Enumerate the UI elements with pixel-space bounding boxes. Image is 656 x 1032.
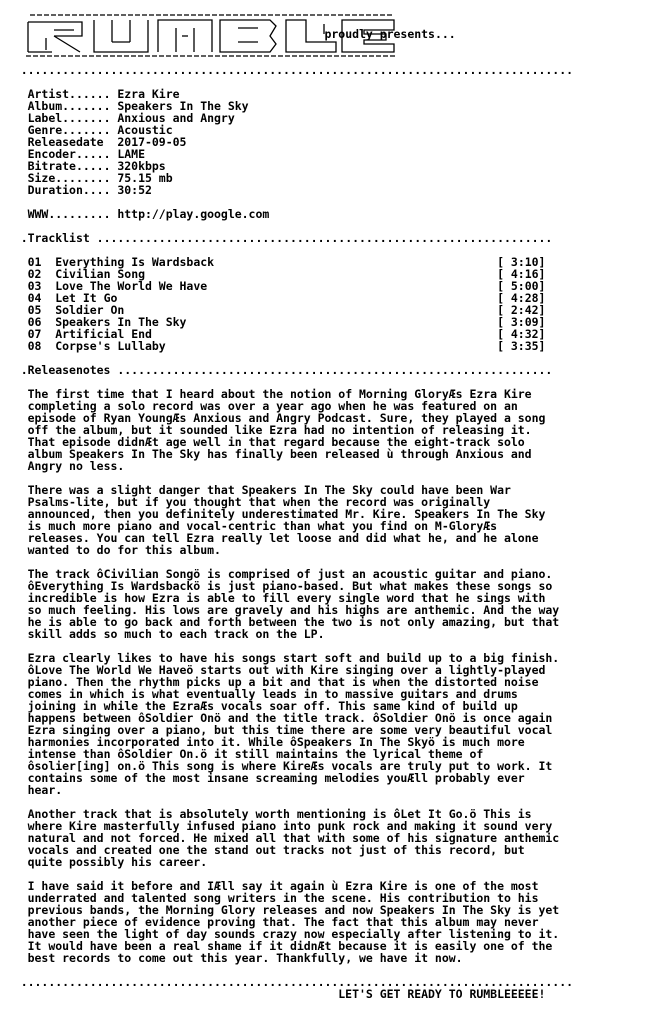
size-value: 75.15 mb xyxy=(117,171,173,185)
releasenotes-text: Angry no less. xyxy=(27,459,125,473)
duration-label: Duration.... xyxy=(27,183,111,197)
presents-text: proudly presents... xyxy=(324,27,456,41)
releasenotes-text: best records to come out this year. Thankfully, we have it now. xyxy=(27,951,463,965)
track-title: Love The World We Have xyxy=(55,279,208,293)
album-label: Album....... xyxy=(27,99,111,113)
track-number: 04 xyxy=(27,291,42,305)
releasenotes-text: Another track that is absolutely worth mentioning is ôLet It Go.ö This is xyxy=(27,807,532,821)
footer-slogan: LET'S GET READY TO RUMBLEEEEE! xyxy=(338,987,546,1001)
releasenotes-text: completing a solo record was over a year ago when he was featured on an xyxy=(27,399,518,413)
track-number: 05 xyxy=(27,303,42,317)
releasenotes-text: It would have been a real shame if it didnÆt because it is easily one of the xyxy=(27,939,553,953)
divider-top: ................................................................................ xyxy=(0,63,573,77)
releasenotes-text: harmonies incorporated into it. While ôSpeakers In The Skyö is much more xyxy=(27,735,525,749)
releasenotes-line xyxy=(0,856,573,868)
track-row xyxy=(0,340,573,352)
genre-label: Genre....... xyxy=(27,123,111,137)
releasenotes-text: piano. Then the rhythm picks up a bit and that is when the distorted noise xyxy=(27,675,539,689)
track-title: Corpse's Lullaby xyxy=(55,339,166,353)
releasenotes-text: hear. xyxy=(27,783,63,797)
releasenotes-text: natural and not forced. He mixed all that with some of his signature anthemic xyxy=(27,831,560,845)
releasenotes-text: previous bands, the Morning Glory releases and now Speakers In The Sky is yet xyxy=(27,903,560,917)
releasenotes-line xyxy=(0,628,573,640)
releasenotes-line xyxy=(0,544,573,556)
releasedate-label: Releasedate xyxy=(27,135,104,149)
releasenotes-line xyxy=(0,772,573,784)
track-time: [ 4:16] xyxy=(497,267,546,281)
releasenotes-text: The first time that I heard about the notion of Morning GloryÆs Ezra Kire xyxy=(27,387,532,401)
releasenotes-text: off the album, but it sounded like Ezra had no intention of releasing it. xyxy=(27,423,532,437)
encoder-label: Encoder..... xyxy=(27,147,111,161)
releasenotes-text: announced, then you definitely underestimated Mr. Kire. Speakers In The Sky xyxy=(27,507,546,521)
bitrate-value: 320kbps xyxy=(117,159,166,173)
releasenotes-text: The track ôCivilian Songö is comprised of just an acoustic guitar and piano. xyxy=(27,567,553,581)
track-title: Speakers In The Sky xyxy=(55,315,187,329)
artist-label: Artist...... xyxy=(27,87,111,101)
track-time: [ 4:32] xyxy=(497,327,546,341)
releasenotes-text: skill adds so much to each track on the LP. xyxy=(27,627,325,641)
track-time: [ 3:09] xyxy=(497,315,546,329)
track-time: [ 3:35] xyxy=(497,339,546,353)
releasenotes-text: wanted to do for this album. xyxy=(27,543,221,557)
track-title: Everything Is Wardsback xyxy=(55,255,215,269)
releasenotes-text: happens between ôSoldier Onö and the title track. ôSoldier Onö is once again xyxy=(27,711,553,725)
releasenotes-text: Ezra singing over a piano, but this time there are some very beautiful vocal xyxy=(27,723,553,737)
releasenotes-text: another piece of evidence proving that. The fact that this album may never xyxy=(27,915,539,929)
releasenotes-heading: .Releasenotes xyxy=(20,363,111,377)
releasenotes-body xyxy=(0,388,573,976)
releasenotes-text: episode of Ryan YoungÆs Anxious and Angry Podcast. Sure, they played a song xyxy=(27,411,546,425)
releasenotes-text: where Kire masterfully infused piano into punk rock and making it sound very xyxy=(27,819,553,833)
track-time: [ 3:10] xyxy=(497,255,546,269)
track-title: Soldier On xyxy=(55,303,125,317)
track-title: Artificial End xyxy=(55,327,152,341)
releasenotes-text: That episode didnÆt age well in that regard because the eight-track solo xyxy=(27,435,525,449)
track-time: [ 5:00] xyxy=(497,279,546,293)
track-number: 06 xyxy=(27,315,42,329)
releasenotes-text: comes in which is what eventually leads in to massive guitars and drums xyxy=(27,687,518,701)
releasenotes-text: is much more piano and vocal-centric than what you find on M-GloryÆs xyxy=(27,519,498,533)
releasenotes-text: he is able to go back and forth between the two is not only amazing, but that xyxy=(27,615,560,629)
track-title: Civilian Song xyxy=(55,267,145,281)
releasenotes-line xyxy=(0,952,573,964)
releasenotes-text: underrated and talented song writers in the scene. His contribution to his xyxy=(27,891,539,905)
www-label: WWW......... xyxy=(27,207,111,221)
releasenotes-text: quite possibly his career. xyxy=(27,855,208,869)
size-label: Size........ xyxy=(27,171,111,185)
releasenotes-text: I have said it before and IÆll say it again ù Ezra Kire is one of the most xyxy=(27,879,539,893)
track-number: 01 xyxy=(27,255,42,269)
bitrate-label: Bitrate..... xyxy=(27,159,111,173)
releasenotes-text: ôEverything Is Wardsbackö is just piano-based. But what makes these songs so xyxy=(27,579,553,593)
track-time: [ 4:28] xyxy=(497,291,546,305)
releasenotes-line xyxy=(0,784,573,796)
releasenotes-text: album Speakers In The Sky has finally been released ù through Anxious and xyxy=(27,447,532,461)
genre-value: Acoustic xyxy=(117,123,173,137)
releasenotes-text: intense than ôSoldier On.ö it still maintains the lyrical theme of xyxy=(27,747,484,761)
releasenotes-line xyxy=(0,460,573,472)
track-number: 08 xyxy=(27,339,42,353)
track-title: Let It Go xyxy=(55,291,118,305)
label-label: Label....... xyxy=(27,111,111,125)
releasenotes-text: ôsolier[ing] on.ö This song is where KireÆs vocals are truly put to work. It xyxy=(27,759,553,773)
encoder-value: LAME xyxy=(117,147,145,161)
www-link[interactable]: http://play.google.com xyxy=(117,207,270,221)
releasenotes-text: so much feeling. His lows are gravely and his highs are anthemic. And the way xyxy=(27,603,560,617)
track-number: 07 xyxy=(27,327,42,341)
divider-bottom: ................................................................................ xyxy=(0,975,573,989)
duration-value: 30:52 xyxy=(117,183,152,197)
artist-value: Ezra Kire xyxy=(117,87,180,101)
releasenotes-text: vocals and created one the stand out tracks not just of this record, but xyxy=(27,843,525,857)
releasenotes-text: releases. You can tell Ezra really let loose and did what he, and he alone xyxy=(27,531,539,545)
track-number: 02 xyxy=(27,267,42,281)
releasenotes-text: incredible is how Ezra is able to fill every single word that he sings with xyxy=(27,591,546,605)
nfo-document: proudly presents... ................................................................................ Artist...... Ezra Kire Album....... Speakers In The Sky Label....... Anxious and Angry Genre....... Acoustic Releasedate 2017-09-05 Encoder..... LAME Bitrate..... 320kbps Size........ 75.15 mb Duration.... 30:52 WWW......... http://play.google.com .Tracklist .................................................................. 01 Everything Is Wardsback [ 3:10] 02 Civilian Song [ 4:16] 03 Love The World We Have [ 5:00] 04 Let It Go [ 4:28] 05 Soldier On [ 2:42] 06 Speakers In The Sky [ 3:09] 07 Artificial End [ 4:32] 08 Corpse's Lullaby [ 3:35] .Releasenotes ............................................................... The first time that I heard about the notion of Morning GloryÆs Ezra Kire completing a solo record was over a year ago when he was featured on an episode of Ryan YoungÆs Anxious and Angry Podcast. Sure, they played a song off the album, but it sounded like Ezra had no intention of releasing it. That episode didnÆt age well in that regard because the eight-track solo album Speakers In The Sky has finally been released ù through Anxious and Angry no less. There was a slight danger that Speakers In The Sky could have been War Psalms-lite, but if you thought that when the record was originally announced, then you definitely underestimated Mr. Kire. Speakers In The Sky is much more piano and vocal-centric than what you find on M-GloryÆs releases. You can tell Ezra really let loose and did what he, and he alone wanted to do for this album. The track ôCivilian Songö is comprised of just an acoustic guitar and piano. ôEverything Is Wardsbackö is just piano-based. But what makes these songs so incredible is how Ezra is able to fill every single word that he sings with so much feeling. His lows are gravely and his highs are anthemic. And the way he is able to go back and forth between the two is not only amazing, but that skill adds so much to each track on the LP. Ezra clearly likes to have his songs start soft and build up to a big finish. ôLove The World We Haveö starts out with Kire singing over a lightly-played piano. Then the rhythm picks up a bit and that is when the distorted noise comes in which is what eventually leads in to massive guitars and drums joining in while the EzraÆs vocals soar off. This same kind of build up happens between ôSoldier Onö and the title track. ôSoldier Onö is once again Ezra singing over a piano, but this time there are some very beautiful vocal harmonies incorporated into it. While ôSpeakers In The Skyö is much more intense than ôSoldier On.ö it still maintains the lyrical theme of ôsolier[ing] on.ö This song is where KireÆs vocals are truly put to work. It contains some of the most insane screaming melodies youÆll probably ever hear. Another track that is absolutely worth mentioning is ôLet It Go.ö This is where Kire masterfully infused piano into punk rock and making it sound very natural and not forced. He mixed all that with some of his signature anthemic vocals and created one the stand out tracks not just of this record, but quite possibly his career. I have said it before and IÆll say it again ù Ezra Kire is one of the most underrated and talented song writers in the scene. His contribution to his previous bands, the Morning Glory releases and now Speakers In The Sky is yet another piece of evidence proving that. The fact that this album may never have seen the light of day sounds crazy now especially after listening to it. It would have been a real shame if it didnÆt because it is easily one of the best records to come out this year. Thankfully, we have it now. ................................................................................ LET'S GET READY TO RUMBLEEEEE! xyxy=(0,27,573,1001)
label-value: Anxious and Angry xyxy=(117,111,235,125)
tracklist-heading: .Tracklist xyxy=(20,231,90,245)
releasenotes-text: joining in while the EzraÆs vocals soar off. This same kind of build up xyxy=(27,699,518,713)
releasenotes-text: Psalms-lite, but if you thought that when the record was originally xyxy=(27,495,491,509)
releasenotes-text: contains some of the most insane screaming melodies youÆll probably ever xyxy=(27,771,525,785)
album-value: Speakers In The Sky xyxy=(117,99,249,113)
releasenotes-text: There was a slight danger that Speakers In The Sky could have been War xyxy=(27,483,511,497)
releasenotes-text: ôLove The World We Haveö starts out with Kire singing over a lightly-played xyxy=(27,663,546,677)
releasedate-value: 2017-09-05 xyxy=(117,135,187,149)
releasenotes-text: have seen the light of day sounds crazy now especially after listening to it. xyxy=(27,927,560,941)
track-time: [ 2:42] xyxy=(497,303,546,317)
tracklist xyxy=(0,256,573,352)
releasenotes-text: Ezra clearly likes to have his songs start soft and build up to a big finish. xyxy=(27,651,560,665)
track-number: 03 xyxy=(27,279,42,293)
